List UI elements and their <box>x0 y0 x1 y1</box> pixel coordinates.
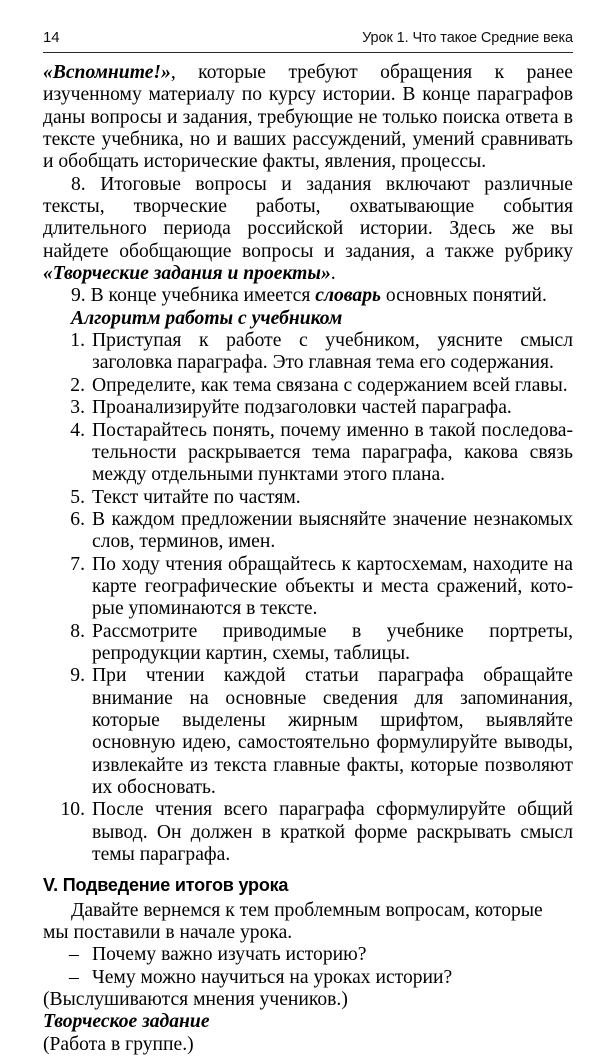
list-item <box>43 420 573 487</box>
item-8-text-after: . <box>330 263 336 285</box>
paragraph-continued <box>43 62 573 174</box>
text-column <box>43 62 573 1056</box>
running-head <box>43 29 573 46</box>
list-item <box>43 621 573 666</box>
list-item-text: Приступая к работе с учебником, уясните смысл заголовка параграфа. Это главная тема его содержания. <box>92 330 573 374</box>
list-item-text: По ходу чтения обращайтесь к картосхемам, находите на карте географические объекты и места сражений, которые упоминаются в тексте. <box>92 553 573 620</box>
list-item-number: 2. <box>70 374 85 396</box>
item-9-text-after: основных понятий. <box>380 285 547 307</box>
students-opinions-note: (Выслушиваются мнения учеников.) <box>43 989 348 1011</box>
question-text: Почему важно изучать историю? <box>92 944 367 966</box>
list-item-text: В каждом предложении выясняйте значение незнакомых слов, терминов, имен. <box>92 508 573 553</box>
paragraph-continued-rest: , которые требуют обращения к ранее изученному материалу по курсу истории. В конце параграфов даны вопросы и задания, требующие не только поиска ответа в тексте учебника, но и ваших рассуждений, умений сравнивать и обобщать исторические факты, явления, процессы. <box>43 62 573 173</box>
list-item <box>43 375 573 397</box>
list-item <box>43 944 573 966</box>
paragraph-item-9 <box>43 285 573 307</box>
algorithm-heading: Алгоритм работы с учебником <box>71 307 343 329</box>
running-head-title: Урок 1. Что такое Средние века <box>362 30 573 46</box>
list-item <box>43 330 573 375</box>
list-item <box>43 799 573 866</box>
dash-bullet-icon: – <box>69 944 79 966</box>
spacer <box>43 866 573 874</box>
list-item-text: Постарайтесь понять, почему именно в такой последовательности раскрывается тема параграфа, какова связь между отдельными пунктами этого плана. <box>92 419 573 486</box>
question-list <box>43 944 573 989</box>
list-item <box>43 397 573 419</box>
item-8-text-before: 8. Итоговые вопросы и задания включают различные тексты, творческие работы, охватывающие события длительного периода российской истории. Здесь же вы найдете обобщающие вопросы и задания, а также рубрику <box>43 173 573 262</box>
list-item <box>43 487 573 509</box>
list-item <box>43 967 573 989</box>
list-item-text: Определите, как тема связана с содержанием всей главы. <box>92 374 568 396</box>
list-item-text: Проанализируйте подзаголовки частей параграфа. <box>92 397 512 419</box>
list-item-number: 8. <box>70 620 85 642</box>
list-item-number: 9. <box>70 665 85 687</box>
slovar-emphasis: словарь <box>315 285 381 307</box>
creative-task-heading: Творческое задание <box>43 1011 210 1033</box>
list-item <box>43 665 573 799</box>
list-item-text: При чтении каждой статьи параграфа обращайте внимание на основные сведения для запоминания, которые выделены жирным шрифтом, выявляйте основную идею, самостоятельно формулируйте выводы, извлекайте из текста главные факты, которые позволяют их обосновать. <box>92 665 573 798</box>
paragraph-item-8 <box>43 174 573 286</box>
question-text: Чему можно научиться на уроках истории? <box>92 966 453 988</box>
list-item-number: 5. <box>70 486 85 508</box>
header-rule <box>43 52 573 53</box>
list-item <box>43 554 573 621</box>
creative-tasks-rubric-emphasis: «Творческие задания и проекты» <box>43 263 331 285</box>
list-item-number: 3. <box>70 397 85 419</box>
dash-bullet-icon: – <box>69 966 79 988</box>
list-item-text: Текст читайте по частям. <box>92 486 301 508</box>
creative-task-note: (Работа в группе.) <box>43 1033 194 1055</box>
algorithm-list <box>43 330 573 866</box>
item-9-text-before: 9. В конце учебника имеется <box>71 285 316 307</box>
list-item-number: 4. <box>70 419 85 441</box>
section-v-intro: Давайте вернемся к тем проблемным вопросам, которые мы поставили в начале урока. <box>43 899 543 944</box>
list-item-number: 10. <box>60 799 85 821</box>
list-item-number: 6. <box>70 508 85 530</box>
list-item-text: После чтения всего параграфа сформулируйте общий вывод. Он должен в краткой форме раскрывать смысл темы параграфа. <box>92 799 573 866</box>
section-heading-v: V. Подведение итогов урока <box>43 875 289 896</box>
page-number: 14 <box>43 29 60 46</box>
list-item-text: Рассмотрите приводимые в учебнике портреты, репродукции картин, схемы, таблицы. <box>92 620 573 664</box>
list-item <box>43 509 573 554</box>
list-item-number: 1. <box>70 330 85 352</box>
vspomnite-emphasis: «Вспомните!» <box>43 62 171 83</box>
list-item-number: 7. <box>70 553 85 575</box>
